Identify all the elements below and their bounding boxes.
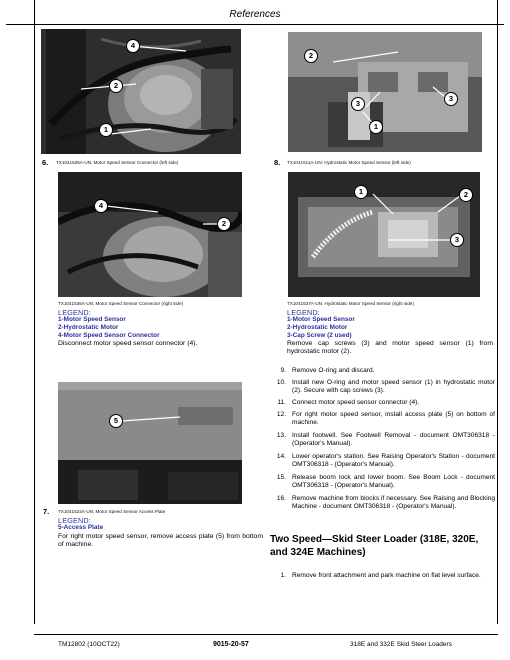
footer-doc-id: TM12802 (10OCT22)	[58, 641, 120, 648]
figure-6-callout-4: 4	[130, 41, 136, 50]
figure-8-callout-1: 1	[373, 122, 379, 131]
right-sensor-instruction: Remove cap screws (3) and motor speed sensor (1) from hydrostatic motor (2).	[287, 340, 493, 355]
right-connector-callout-2: 2	[221, 219, 227, 228]
figure-7-number: 7.	[43, 507, 50, 516]
right-connector-callout-4: 4	[98, 201, 104, 210]
right-sensor-legend-3: 3-Cap Screw (2 used)	[287, 332, 352, 339]
figure-6-photo	[41, 29, 241, 154]
page-title: References	[229, 9, 281, 20]
section-heading: Two Speed—Skid Steer Loader (318E, 320E, and 324E Machines)	[270, 534, 479, 558]
figure-7-photo	[58, 382, 242, 504]
right-sensor-callout-1: 1	[358, 187, 364, 196]
right-connector-instruction: Disconnect motor speed sensor connector (4).	[58, 340, 198, 347]
figure-7-legend-1: 5-Access Plate	[58, 524, 104, 531]
figure-6-callout-1: 1	[103, 125, 109, 134]
right-border	[497, 0, 498, 24]
right-connector-legend-1: 1-Motor Speed Sensor	[58, 316, 126, 323]
left-border	[34, 0, 35, 24]
right-connector-legend-3: 4-Motor Speed Sensor Connector	[58, 332, 160, 339]
right-connector-caption: TX1041536A-UN: Motor Speed Sensor Connector (right side)	[58, 301, 184, 306]
footer-page-number: 9015-20-57	[213, 641, 249, 648]
figure-7-callout-5: 5	[113, 416, 119, 425]
figure-6-caption: TX1041535A-UN: Motor Speed Sensor Connector (left side)	[56, 160, 179, 165]
figure-right-sensor-photo	[288, 172, 480, 297]
figure-6-number: 6.	[42, 158, 49, 167]
content-right-border	[497, 24, 498, 624]
footer-machine-title: 318E and 332E Skid Steer Loaders	[350, 641, 452, 648]
right-sensor-caption: TX1041537A-UN: Hydrostatic Motor Speed Sensor (right side)	[287, 301, 414, 306]
figure-right-connector-photo	[58, 172, 242, 297]
figure-8-number: 8.	[274, 158, 281, 167]
figure-8-caption: TX1041511A-UN: Hydrostatic Motor Speed Sensor (left side)	[287, 160, 411, 165]
header-rule	[6, 24, 504, 25]
right-connector-legend-2: 2-Hydrostatic Motor	[58, 324, 119, 331]
right-sensor-callout-2: 2	[463, 190, 469, 199]
figure-7-legend-title: LEGEND:	[58, 516, 91, 525]
figure-8-photo	[288, 32, 482, 152]
right-sensor-callout-3: 3	[454, 235, 460, 244]
right-connector-legend-title: LEGEND:	[58, 308, 91, 317]
figure-8-callout-3b: 3	[448, 94, 454, 103]
content-left-border	[34, 24, 35, 624]
figure-8-callout-2: 2	[308, 51, 314, 60]
figure-8-callout-3a: 3	[355, 99, 361, 108]
figure-6-callout-2: 2	[113, 81, 119, 90]
figure-7-caption: TX1041523A-UN: Motor Speed Sensor Access Plate	[58, 509, 166, 514]
figure-7-instruction: For right motor speed sensor, remove access plate (5) from bottom of machine.	[58, 533, 263, 548]
right-sensor-legend-title: LEGEND:	[287, 308, 320, 317]
right-sensor-legend-1: 1-Motor Speed Sensor	[287, 316, 355, 323]
right-sensor-legend-2: 2-Hydrostatic Motor	[287, 324, 348, 331]
footer-rule	[34, 634, 498, 635]
